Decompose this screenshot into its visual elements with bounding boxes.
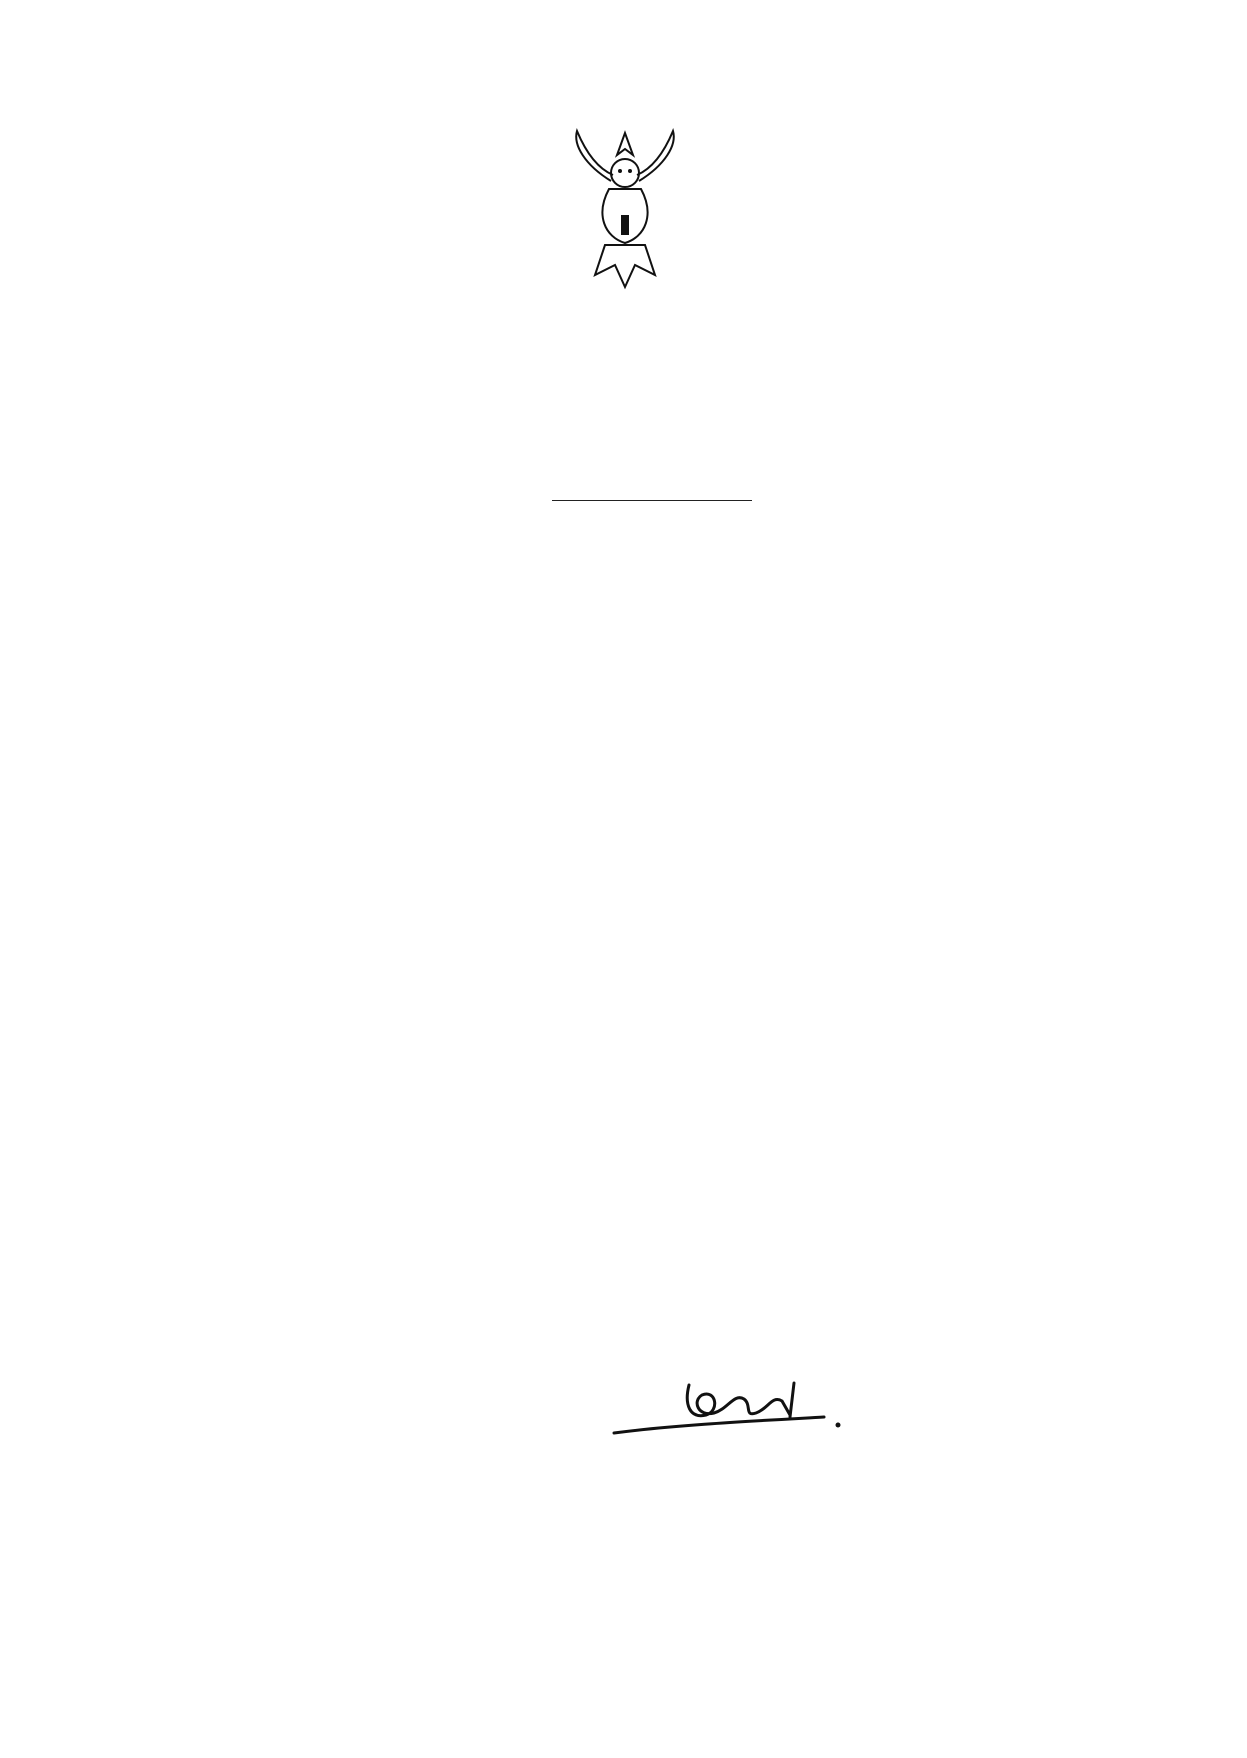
paragraph <box>188 528 1128 565</box>
heading-divider <box>552 500 752 501</box>
paragraph <box>188 658 1128 695</box>
garuda-emblem <box>565 125 685 295</box>
announcement-body <box>188 528 1128 723</box>
handwritten-signature <box>594 1355 854 1450</box>
signature-block <box>300 1355 1147 1450</box>
paragraph <box>188 593 1128 630</box>
